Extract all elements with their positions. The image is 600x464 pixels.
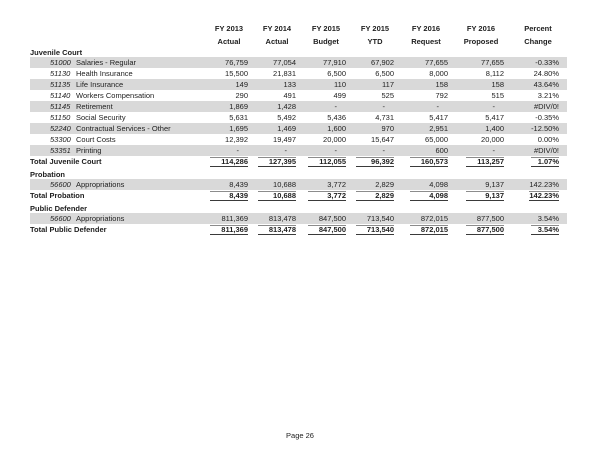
- value-cell: 117: [351, 79, 399, 90]
- value-cell: 65,000: [425, 134, 448, 144]
- account-cell: [30, 145, 205, 156]
- page-number: Page 26: [286, 431, 314, 440]
- value-cell: 5,417: [429, 112, 448, 122]
- column-subheader: Request: [411, 37, 441, 46]
- value-cell: 15,500: [225, 68, 248, 78]
- account-label: Appropriations: [76, 179, 125, 189]
- value-cell: -: [399, 101, 453, 112]
- table-row: [30, 145, 567, 156]
- column-header: FY 2016: [411, 24, 441, 33]
- value-cell: -: [301, 145, 351, 156]
- column-subheader: YTD: [367, 37, 383, 46]
- value-cell: 77,655: [453, 57, 509, 68]
- section-header-row: [30, 46, 567, 57]
- value-cell: 20,000: [481, 134, 504, 144]
- value-cell: 5,436: [327, 112, 346, 122]
- budget-table: [30, 20, 567, 236]
- account-code: 51130: [50, 68, 71, 78]
- value-cell: -: [253, 145, 301, 156]
- table-row: [30, 57, 567, 68]
- account-cell: [30, 57, 205, 68]
- total-label: Total Probation: [30, 191, 85, 201]
- value-cell: 110: [301, 79, 351, 90]
- total-row: [30, 156, 567, 168]
- value-cell: 2,829: [351, 179, 399, 190]
- table-row: [30, 101, 567, 112]
- account-label: Retirement: [76, 101, 113, 111]
- account-cell: [30, 213, 205, 224]
- account-code: 56600: [50, 213, 71, 223]
- total-value-cell: 10,688: [253, 190, 301, 202]
- account-code: 51145: [50, 101, 71, 111]
- total-row: [30, 190, 567, 202]
- value-cell: 600: [399, 145, 453, 156]
- account-cell: [30, 79, 205, 90]
- value-cell: 77,054: [253, 57, 301, 68]
- section-title: Public Defender: [30, 204, 88, 213]
- account-code: 51000: [50, 57, 71, 67]
- header-row-type: [30, 33, 567, 46]
- account-label: Contractual Services - Other: [76, 123, 171, 133]
- value-cell: 872,015: [399, 213, 453, 224]
- value-cell: 67,902: [351, 57, 399, 68]
- value-cell: 5,417: [485, 112, 504, 122]
- value-cell: 970: [351, 123, 399, 134]
- value-cell: 76,759: [205, 57, 253, 68]
- account-cell: [30, 101, 205, 112]
- percent-cell: 0.00%: [537, 134, 559, 144]
- percent-cell: 24.80%: [533, 68, 559, 78]
- column-header: Percent: [524, 24, 552, 33]
- value-cell: 6,500: [375, 68, 394, 78]
- account-code: 53351: [50, 145, 71, 155]
- section-header-row: [30, 202, 567, 213]
- account-code: 53300: [50, 134, 71, 144]
- column-header: FY 2015: [360, 24, 390, 33]
- value-cell: 847,500: [301, 213, 351, 224]
- column-header: FY 2016: [466, 24, 496, 33]
- total-value-cell: 811,369: [205, 224, 253, 236]
- percent-cell: -0.33%: [509, 57, 567, 68]
- total-percent-cell: 1.07%: [509, 156, 567, 168]
- total-label: Total Public Defender: [30, 225, 107, 235]
- value-cell: -: [205, 145, 253, 156]
- table-row: [30, 112, 567, 123]
- value-cell: -: [453, 145, 509, 156]
- value-cell: 290: [235, 90, 248, 100]
- value-cell: 77,910: [301, 57, 351, 68]
- account-label: Health Insurance: [76, 68, 133, 78]
- value-cell: -: [351, 101, 399, 112]
- total-value-cell: 8,439: [205, 190, 253, 202]
- value-cell: 158: [453, 79, 509, 90]
- total-value-cell: 9,137: [453, 190, 509, 202]
- percent-cell: 142.23%: [509, 179, 567, 190]
- total-value-cell: 872,015: [399, 224, 453, 236]
- value-cell: 515: [491, 90, 504, 100]
- account-code: 51135: [50, 79, 71, 89]
- value-cell: 4,731: [375, 112, 394, 122]
- account-cell: [30, 68, 205, 79]
- table-row: [30, 68, 567, 79]
- column-header: FY 2013: [214, 24, 244, 33]
- table-header: [30, 20, 567, 46]
- value-cell: 2,951: [399, 123, 453, 134]
- table-row: [30, 123, 567, 134]
- value-cell: 8,112: [485, 68, 504, 78]
- table-row: [30, 179, 567, 190]
- total-value-cell: 160,573: [399, 156, 453, 168]
- percent-cell: 3.21%: [537, 90, 559, 100]
- value-cell: 792: [435, 90, 448, 100]
- table-row: [30, 213, 567, 224]
- account-cell: [30, 179, 205, 190]
- column-header: FY 2015: [311, 24, 341, 33]
- section-header-row: [30, 168, 567, 179]
- value-cell: -: [351, 145, 399, 156]
- header-spacer: [30, 20, 205, 33]
- total-row: [30, 224, 567, 236]
- total-value-cell: 3,772: [301, 190, 351, 202]
- total-percent-cell: 3.54%: [509, 224, 567, 236]
- percent-cell: -0.35%: [535, 112, 559, 122]
- value-cell: 6,500: [327, 68, 346, 78]
- total-value-cell: 813,478: [253, 224, 301, 236]
- column-subheader: Actual: [265, 37, 289, 46]
- value-cell: 877,500: [453, 213, 509, 224]
- value-cell: 77,655: [399, 57, 453, 68]
- value-cell: 811,369: [205, 213, 253, 224]
- column-subheader: Change: [524, 37, 552, 46]
- total-value-cell: 4,098: [399, 190, 453, 202]
- percent-cell: 43.64%: [509, 79, 567, 90]
- account-code: 51140: [50, 90, 71, 100]
- value-cell: -: [453, 101, 509, 112]
- value-cell: 19,497: [273, 134, 296, 144]
- value-cell: 713,540: [351, 213, 399, 224]
- value-cell: 9,137: [453, 179, 509, 190]
- value-cell: 21,831: [273, 68, 296, 78]
- column-subheader: Proposed: [463, 37, 499, 46]
- account-label: Social Security: [76, 112, 126, 122]
- value-cell: 499: [333, 90, 346, 100]
- value-cell: 5,631: [229, 112, 248, 122]
- total-value-cell: 127,395: [253, 156, 301, 168]
- account-label: Salaries - Regular: [76, 57, 137, 67]
- percent-cell: #DIV/0!: [509, 145, 567, 156]
- value-cell: 10,688: [253, 179, 301, 190]
- value-cell: 20,000: [323, 134, 346, 144]
- total-percent-cell: 142.23%: [529, 190, 559, 200]
- value-cell: 525: [381, 90, 394, 100]
- value-cell: 1,695: [205, 123, 253, 134]
- value-cell: 1,869: [205, 101, 253, 112]
- account-label: Printing: [76, 145, 102, 155]
- value-cell: 8,439: [205, 179, 253, 190]
- account-cell: [30, 90, 205, 101]
- value-cell: 5,492: [277, 112, 296, 122]
- table-row: [30, 79, 567, 90]
- account-label: Life Insurance: [76, 79, 124, 89]
- value-cell: 1,428: [253, 101, 301, 112]
- value-cell: -: [301, 101, 351, 112]
- value-cell: 12,392: [225, 134, 248, 144]
- header-row-year: [30, 20, 567, 33]
- table-row: [30, 90, 567, 101]
- value-cell: 133: [253, 79, 301, 90]
- account-cell: [30, 123, 205, 134]
- value-cell: 3,772: [301, 179, 351, 190]
- total-value-cell: 2,829: [351, 190, 399, 202]
- value-cell: 4,098: [399, 179, 453, 190]
- value-cell: 8,000: [429, 68, 448, 78]
- total-value-cell: 112,055: [301, 156, 351, 168]
- account-code: 56600: [50, 179, 71, 189]
- section-title: Probation: [30, 170, 65, 179]
- percent-cell: -12.50%: [509, 123, 567, 134]
- total-label: Total Juvenile Court: [30, 157, 102, 167]
- value-cell: 1,600: [301, 123, 351, 134]
- account-cell: [30, 134, 205, 145]
- percent-cell: 3.54%: [509, 213, 567, 224]
- section-title: Juvenile Court: [30, 48, 83, 57]
- value-cell: 1,400: [453, 123, 509, 134]
- percent-cell: #DIV/0!: [509, 101, 567, 112]
- value-cell: 491: [283, 90, 296, 100]
- total-value-cell: 96,392: [351, 156, 399, 168]
- account-code: 51150: [50, 112, 71, 122]
- account-label: Court Costs: [76, 134, 116, 144]
- value-cell: 158: [399, 79, 453, 90]
- account-label: Appropriations: [76, 213, 125, 223]
- total-value-cell: 847,500: [301, 224, 351, 236]
- column-subheader: Budget: [313, 37, 339, 46]
- value-cell: 149: [205, 79, 253, 90]
- column-header: FY 2014: [262, 24, 292, 33]
- value-cell: 15,647: [371, 134, 394, 144]
- total-value-cell: 713,540: [351, 224, 399, 236]
- total-value-cell: 114,286: [205, 156, 253, 168]
- account-label: Workers Compensation: [76, 90, 155, 100]
- account-cell: [30, 112, 205, 123]
- header-spacer: [30, 33, 205, 46]
- column-subheader: Actual: [217, 37, 241, 46]
- value-cell: 813,478: [253, 213, 301, 224]
- account-code: 52240: [50, 123, 71, 133]
- total-value-cell: 877,500: [453, 224, 509, 236]
- value-cell: 1,469: [253, 123, 301, 134]
- total-value-cell: 113,257: [453, 156, 509, 168]
- table-row: [30, 134, 567, 145]
